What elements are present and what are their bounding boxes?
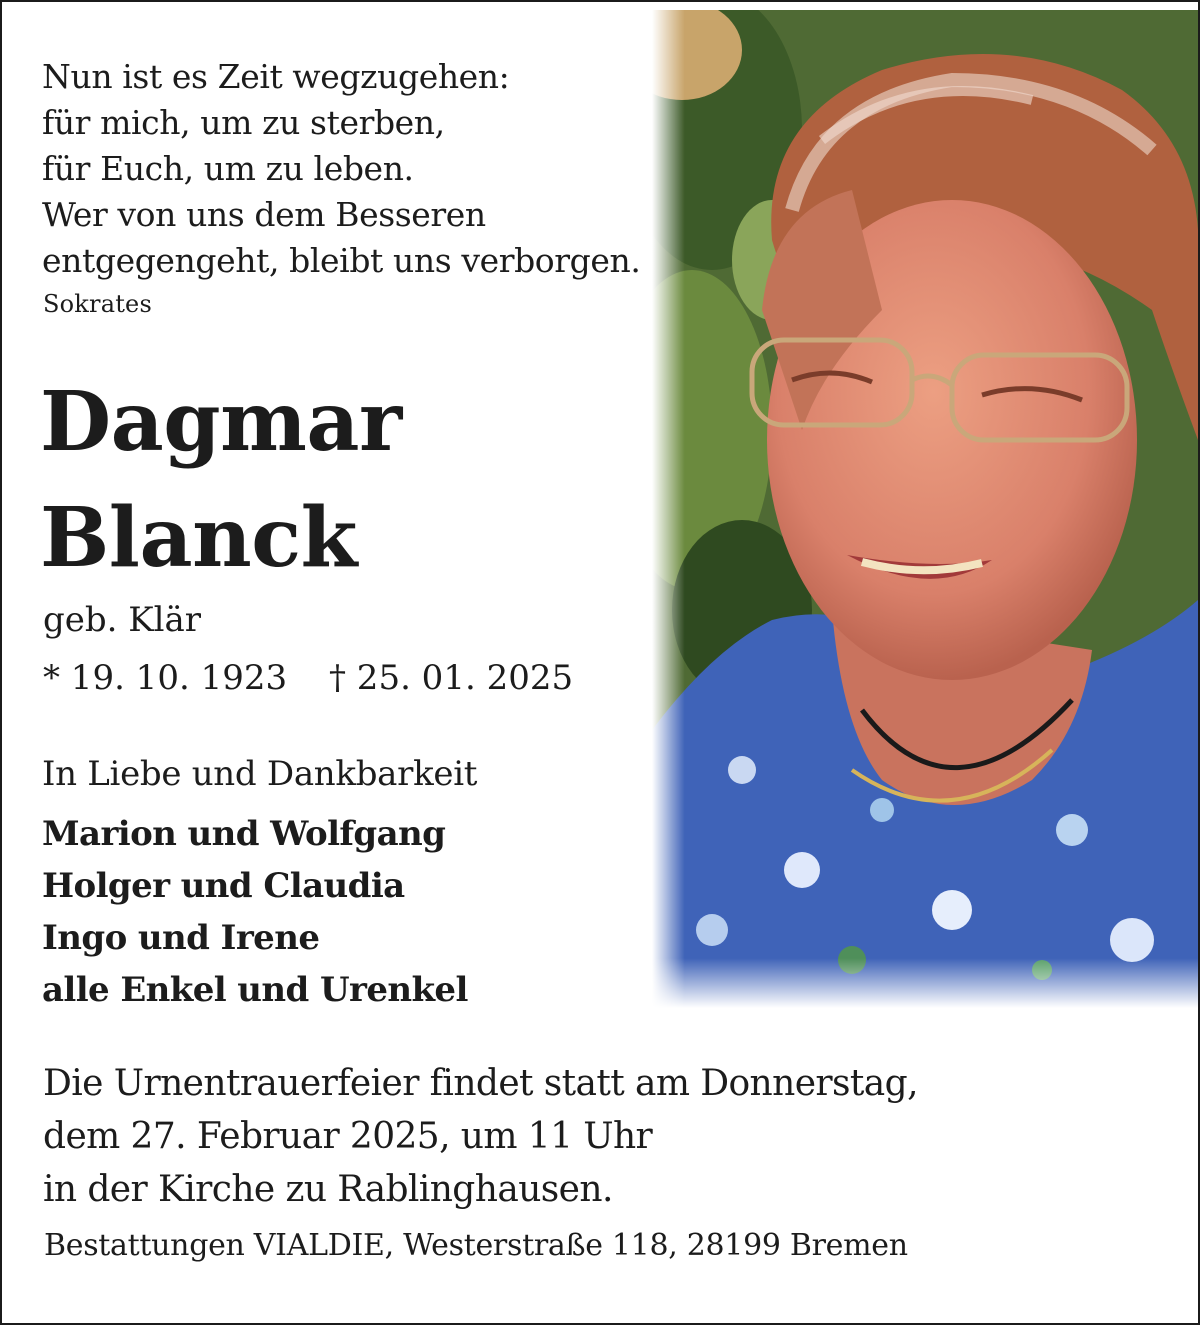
first-name: Dagmar [40,374,402,470]
last-name: Blanck [40,490,357,586]
mourner-entry: Ingo und Irene [42,918,320,958]
portrait-photo [652,10,1198,1008]
quote-line: Nun ist es Zeit wegzugehen: [42,57,510,96]
life-dates [43,658,574,698]
death-date: † 25. 01. 2025 [329,658,574,698]
mourners-intro: In Liebe und Dankbarkeit [42,754,478,794]
service-line: dem 27. Februar 2025, um 11 Uhr [43,1116,653,1157]
quote-line: für Euch, um zu leben. [42,149,414,188]
mourner-entry: alle Enkel und Urenkel [42,970,468,1010]
deceased-name [40,364,402,596]
mourners-list [42,808,468,1016]
service-line: in der Kirche zu Rablinghausen. [43,1169,613,1210]
quote-line: für mich, um zu sterben, [42,103,445,142]
birth-date: * 19. 10. 1923 [43,658,288,698]
quote-line: entgegengeht, bleibt uns verborgen. [42,241,641,280]
mourner-entry: Holger und Claudia [42,866,405,906]
service-details [43,1057,918,1216]
mourner-entry: Marion und Wolfgang [42,814,446,854]
service-line: Die Urnentrauerfeier findet statt am Donnerstag, [43,1063,918,1104]
quote-line: Wer von uns dem Besseren [42,195,486,234]
quote-author: Sokrates [43,290,152,318]
undertaker-address: Bestattungen VIALDIE, Westerstraße 118, 28199 Bremen [44,1228,908,1263]
quote [42,54,640,284]
birth-name: geb. Klär [43,600,202,640]
